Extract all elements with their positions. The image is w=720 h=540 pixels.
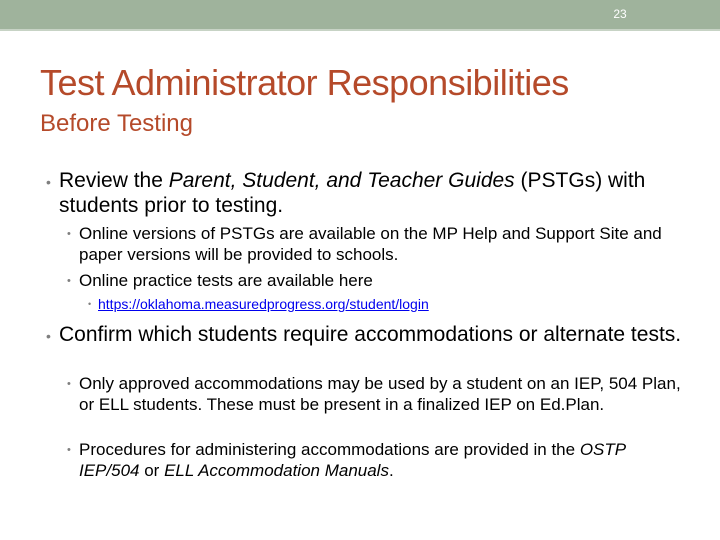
bullet-text: (PSTGs) with students prior to testing. — [59, 169, 646, 217]
bullet-text: Procedures for administering accommodations are provided in the — [79, 440, 580, 459]
top-bar — [0, 0, 720, 29]
bullet-text: Online practice tests are available here — [79, 271, 373, 290]
bullet-icon: • — [67, 378, 71, 390]
bullet-text: Online versions of PSTGs are available on the MP Help and Support Site and paper versions will be provided to schools. — [79, 224, 662, 264]
list-item — [67, 223, 687, 265]
bullet-icon: • — [67, 228, 71, 240]
slide-number: 23 — [613, 7, 627, 21]
slide-title: Test Administrator Responsibilities — [40, 62, 569, 103]
bullet-icon: • — [67, 444, 71, 456]
list-item — [46, 168, 696, 218]
top-bar-accent — [0, 29, 720, 31]
bullet-text-italic: OSTP IEP/504 — [79, 440, 626, 480]
bullet-text-italic: ELL Accommodation Manuals — [164, 461, 389, 480]
bullet-text: Only approved accommodations may be used by a student on an IEP, 504 Plan, or ELL students. These must be present in a finalized IEP on Ed.Plan. — [79, 374, 681, 414]
bullet-icon: • — [88, 299, 92, 309]
bullet-text-italic: Parent, Student, and Teacher Guides — [168, 169, 515, 192]
list-item — [67, 270, 687, 291]
student-login-link[interactable]: https://oklahoma.measuredprogress.org/student/login — [98, 296, 429, 312]
list-item — [67, 439, 687, 481]
bullet-text: Review the — [59, 169, 169, 192]
list-item — [88, 295, 688, 313]
slide-subtitle: Before Testing — [40, 110, 193, 137]
list-item — [67, 373, 687, 415]
bullet-text: . — [388, 461, 394, 480]
bullet-icon: • — [46, 328, 51, 344]
bullet-icon: • — [67, 275, 71, 287]
list-item — [46, 322, 696, 347]
bullet-text: Confirm which students require accommodations or alternate tests. — [59, 323, 682, 346]
bullet-text: or — [139, 461, 165, 480]
bullet-icon: • — [46, 174, 51, 190]
